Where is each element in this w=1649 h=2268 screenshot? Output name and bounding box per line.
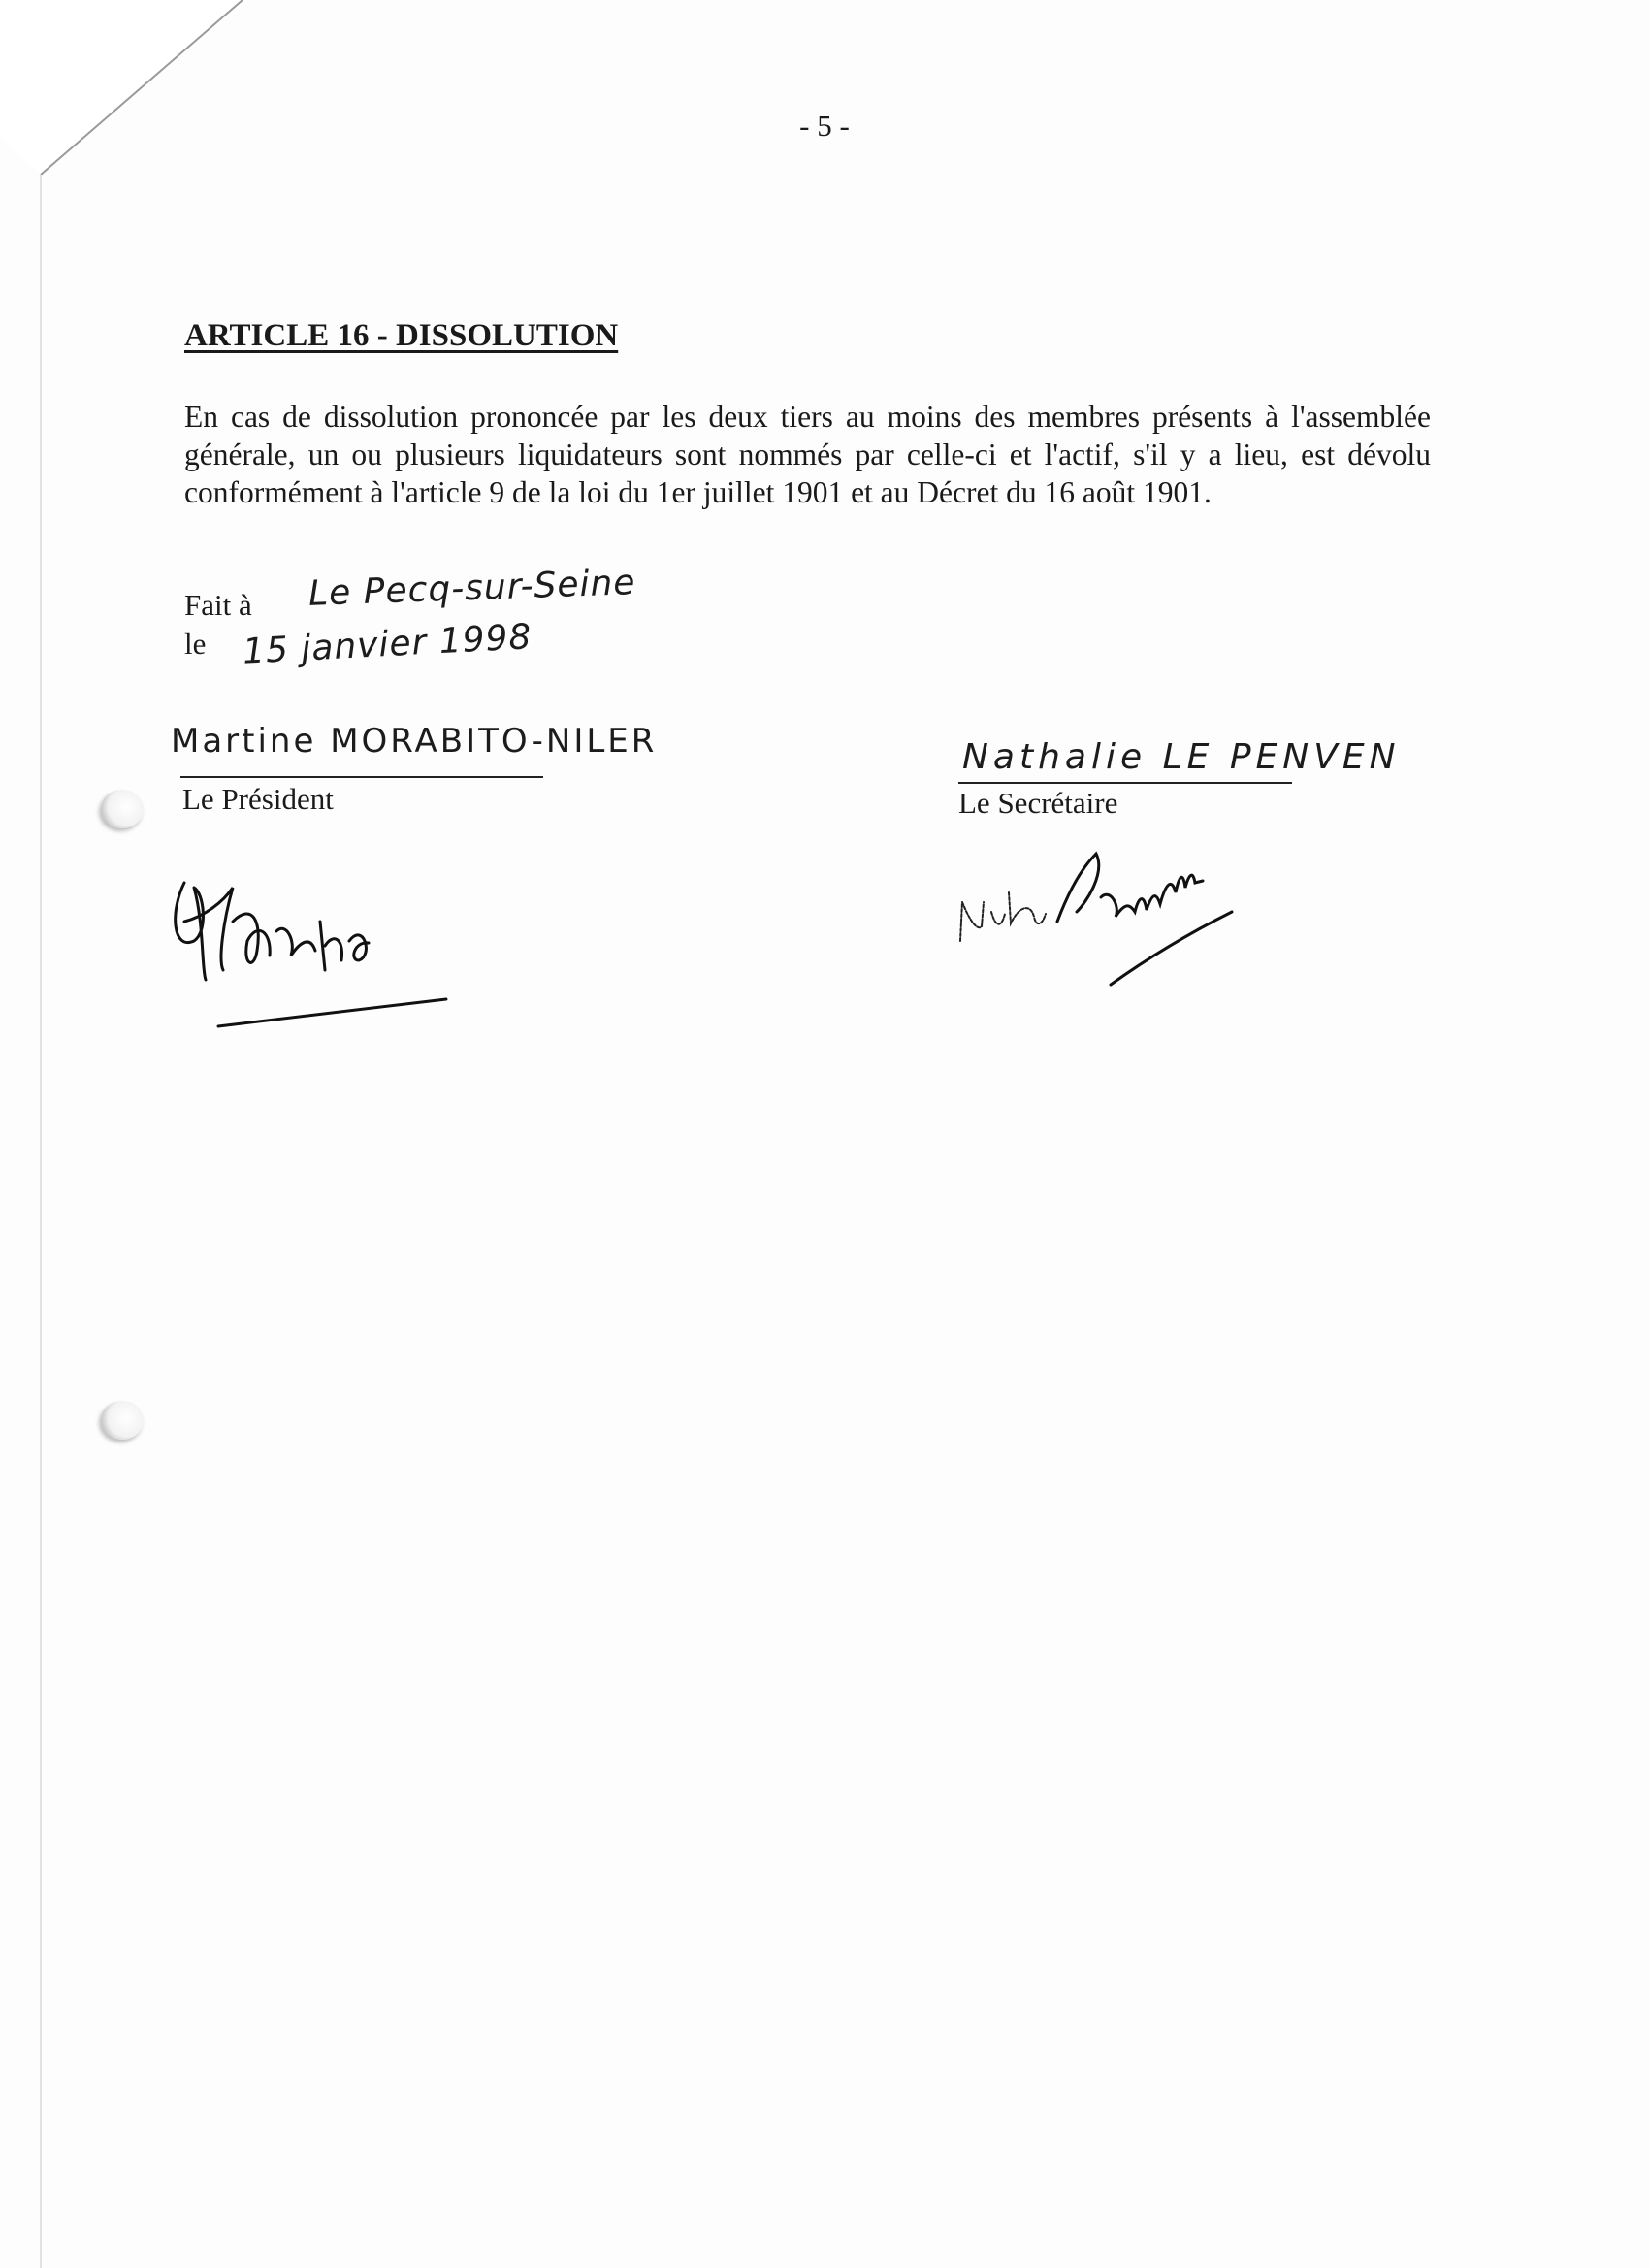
page-number: - 5 - (799, 109, 850, 143)
president-signature (165, 863, 475, 1038)
secretary-signature (941, 834, 1290, 999)
punch-hole (101, 790, 144, 828)
president-signature-line (180, 776, 543, 778)
date-label: le (184, 627, 207, 661)
secretary-role-label: Le Secrétaire (958, 786, 1118, 820)
punch-hole (101, 1401, 144, 1440)
article-body: En cas de dissolution prononcée par les deux tiers au moins des membres présents à l'assemblée générale, un ou plusieurs liquidateurs sont nommés par celle-ci et l'actif, s'il y a lieu, est dévolu conformément à l'article 9 de la loi du 1er juillet 1901 et au Décret du 16 août 1901. (184, 400, 1431, 509)
secretary-handwritten-name: Nathalie LE PENVEN (962, 737, 1401, 777)
handwritten-date: 15 janvier 1998 (242, 617, 534, 672)
handwritten-place: Le Pecq-sur-Seine (307, 563, 637, 614)
secretary-signature-line (958, 782, 1292, 784)
article-title: ARTICLE 16 - DISSOLUTION (184, 318, 619, 353)
president-handwritten-name: Martine MORABITO-NILER (171, 722, 658, 761)
president-role-label: Le Président (182, 782, 334, 816)
fait-label: Fait à (184, 588, 252, 622)
